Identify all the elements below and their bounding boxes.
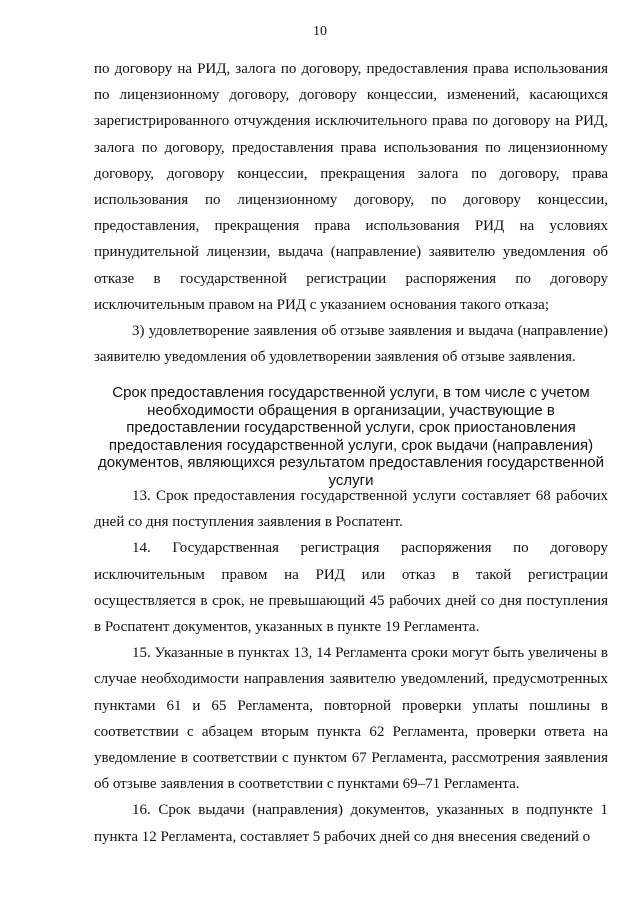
body-text-bottom [94,483,608,850]
paragraph-continuation: по договору на РИД, залога по договору, предоставления права использования по лицензионному договору, договору концессии, изменений, касающихся зарегистрированного отчуждения исключительного права по договору на РИД, залога по договору, предоставления права использования по лицензионному договору, договору концессии, прекращения залога по договору, права использования по лицензионному договору, по договору концессии, предоставления, прекращения права использования РИД на условиях принудительной лицензии, выдача (направление) заявителю уведомления об отказе в государственной регистрации распоряжения по договору исключительным правом на РИД с указанием основания такого отказа; [94,61,608,313]
paragraph-16: 16. Срок выдачи (направления) документов, указанных в подпункте 1 пункта 12 Регламента, составляет 5 рабочих дней со дня внесения сведений о [94,802,608,845]
section-heading: Срок предоставления государственной услуги, в том числе с учетом необходимости обращения в организации, участвующие в предоставлении государственной услуги, срок приостановления предоставления государственной услуги, срок выдачи (направления) документов, являющихся результатом предоставления государственной услуги [97,384,605,489]
paragraph-14: 14. Государственная регистрация распоряжения по договору исключительным правом на РИД или отказ в такой регистрации осуществляется в срок, не превышающий 45 рабочих дней со дня поступления в Роспатент документов, указанных в пункте 19 Регламента. [94,540,608,636]
paragraph-13: 13. Срок предоставления государственной услуги составляет 68 рабочих дней со дня поступления заявления в Роспатент. [94,488,608,531]
page-number: 10 [313,24,327,39]
paragraph-item-3: 3) удовлетворение заявления об отзыве заявления и выдача (направление) заявителю уведомления об удовлетворении заявления об отзыве заявления. [94,323,608,366]
body-text-top [94,56,608,370]
paragraph-15: 15. Указанные в пунктах 13, 14 Регламента сроки могут быть увеличены в случае необходимости направления заявителю уведомлений, предусмотренных пунктами 61 и 65 Регламента, повторной проверки уплаты пошлины в соответствии с абзацем вторым пункта 62 Регламента, проверки ответа на уведомление в соответствии с пунктом 67 Регламента, рассмотрения заявления об отзыве заявления в соответствии с пунктами 69–71 Регламента. [94,645,608,793]
